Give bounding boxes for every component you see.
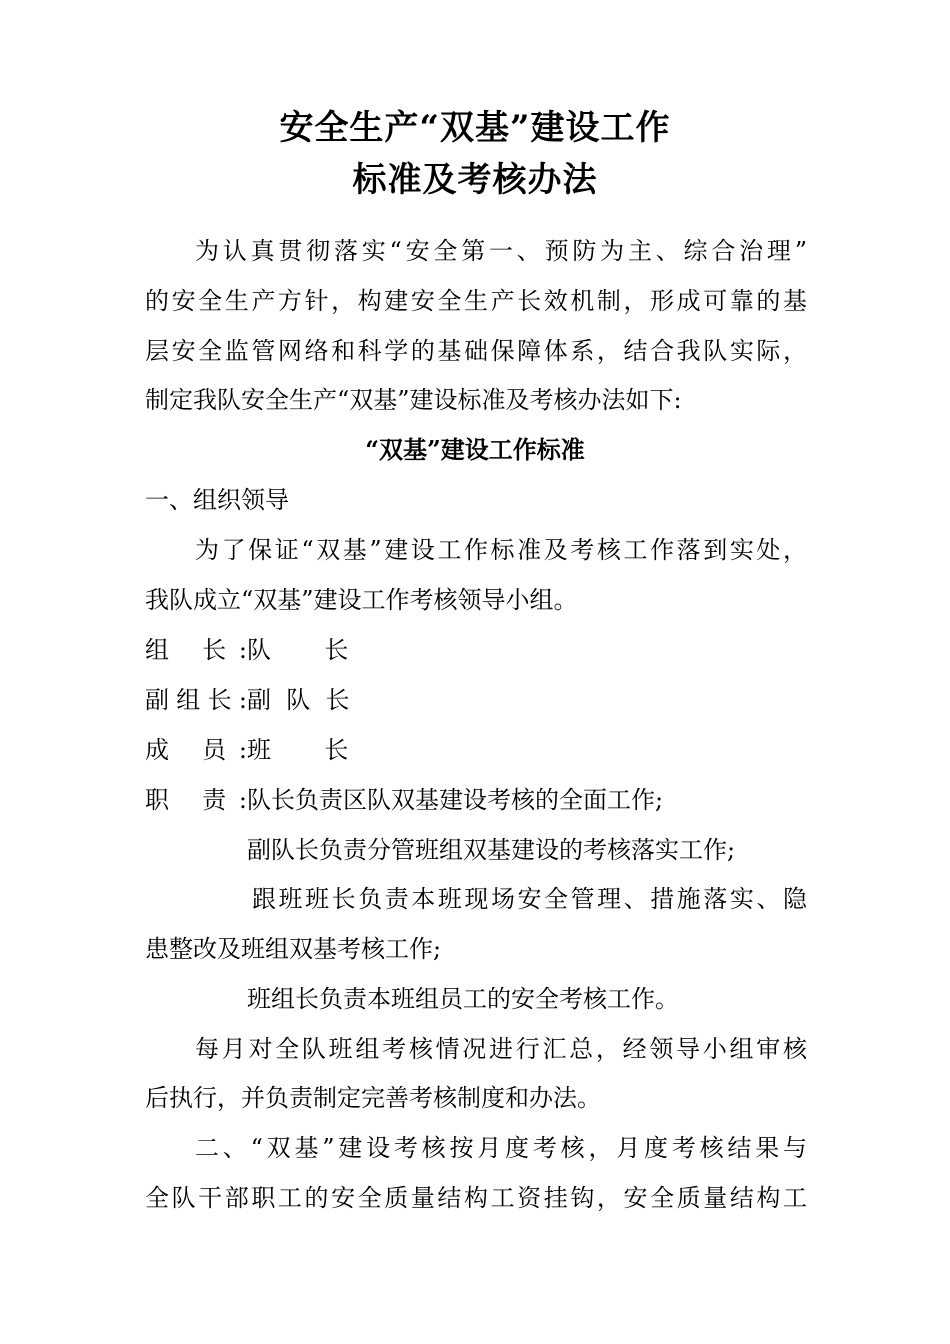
part2-line-1: 二、“双基”建设考核按月度考核，月度考核结果与 <box>195 1134 807 1162</box>
duty-line-2: 跟班班长负责本班现场安全管理、措施落实、隐 <box>252 885 807 913</box>
role-value: 队长负责区队双基建设考核的全面工作; <box>247 786 664 814</box>
part1-para-line-1: 为了保证“双基”建设工作标准及考核工作落到实处， <box>195 536 807 564</box>
part1-heading: 一、组织领导 <box>145 486 289 514</box>
intro-line-3: 层安全监管网络和科学的基础保障体系，结合我队实际， <box>145 337 807 365</box>
role-value: 队 长 <box>247 636 349 664</box>
duty-line-3: 患整改及班组双基考核工作; <box>145 935 442 963</box>
role-label: 组 长: <box>145 636 247 664</box>
document-title-line-2: 标准及考核办法 <box>352 160 598 200</box>
role-duties <box>145 785 807 815</box>
monthly-line-2: 后执行，并负责制定完善考核制度和办法。 <box>145 1084 601 1112</box>
role-deputy <box>145 685 807 715</box>
part2-line-2: 全队干部职工的安全质量结构工资挂钩，安全质量结构工 <box>145 1184 807 1212</box>
part1-para-line-2: 我队成立“双基”建设工作考核领导小组。 <box>145 586 578 614</box>
role-value: 班 长 <box>247 736 349 764</box>
role-label: 成 员: <box>145 736 247 764</box>
role-value: 副 队 长 <box>247 686 350 714</box>
role-leader <box>145 635 807 665</box>
duty-line-4: 班组长负责本班组员工的安全考核工作。 <box>247 985 679 1013</box>
section-heading: “双基”建设工作标准 <box>365 435 585 464</box>
role-label: 职 责: <box>145 786 247 814</box>
monthly-line-1: 每月对全队班组考核情况进行汇总，经领导小组审核 <box>195 1035 807 1063</box>
intro-line-4: 制定我队安全生产“双基”建设标准及考核办法如下: <box>145 386 682 414</box>
intro-line-2: 的安全生产方针，构建安全生产长效机制，形成可靠的基 <box>145 287 807 315</box>
duty-line-1: 副队长负责分管班组双基建设的考核落实工作; <box>247 836 736 864</box>
document-title-line-1: 安全生产“双基”建设工作 <box>279 108 671 148</box>
role-members <box>145 735 807 765</box>
intro-line-1: 为认真贯彻落实“安全第一、预防为主、综合治理” <box>195 237 807 265</box>
role-label: 副组长: <box>145 686 247 714</box>
